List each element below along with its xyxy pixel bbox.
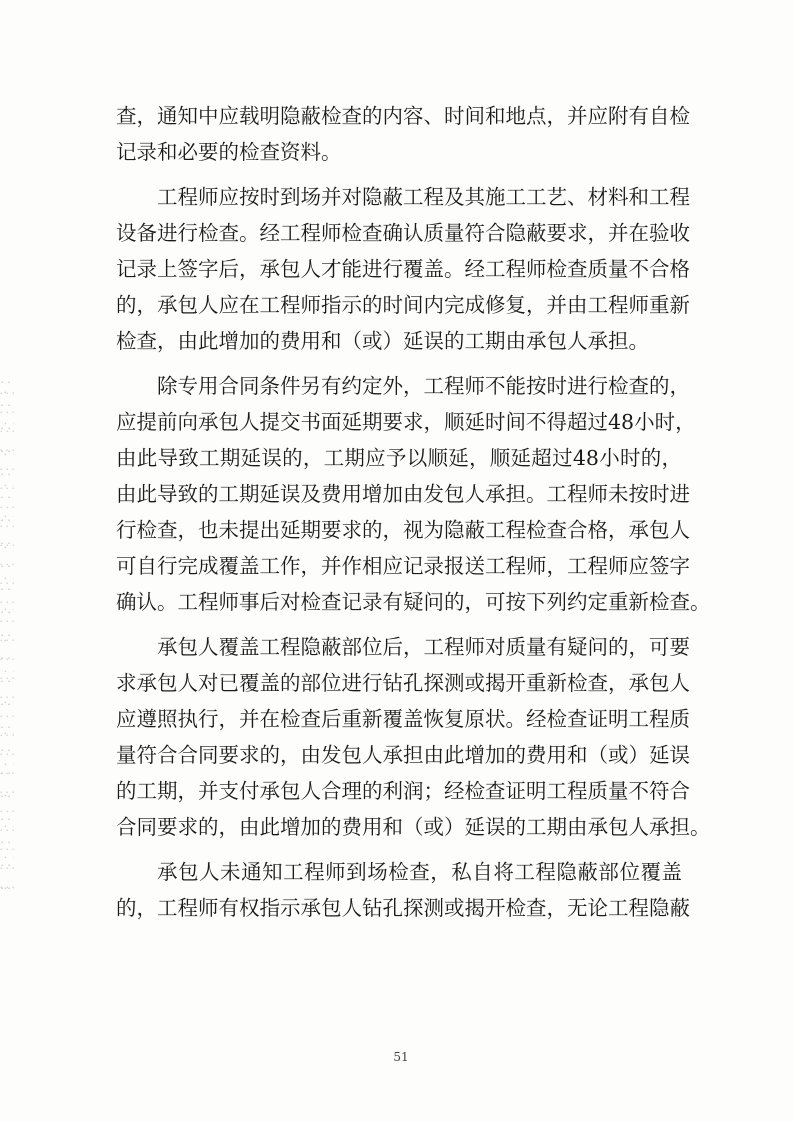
scan-artifact bbox=[0, 380, 14, 900]
text-line: 的工期，并支付承包人合理的利润；经检查证明工程质量不符合 bbox=[116, 779, 690, 803]
text-line: 设备进行检查。经工程师检查确认质量符合隐蔽要求，并在验收 bbox=[116, 221, 690, 245]
text-line: 求承包人对已覆盖的部位进行钻孔探测或揭开重新检查，承包人 bbox=[116, 671, 690, 695]
page-number: 51 bbox=[393, 1050, 409, 1064]
text-line: 工程师应按时到场并对隐蔽工程及其施工工艺、材料和工程 bbox=[157, 185, 690, 209]
text-line: 由此导致工期延误的，工期应予以顺延，顺延超过48小时的， bbox=[116, 446, 682, 470]
text-line: 承包人未通知工程师到场检查，私自将工程隐蔽部位覆盖 bbox=[157, 860, 682, 884]
text-line: 除专用合同条件另有约定外，工程师不能按时进行检查的， bbox=[157, 374, 690, 398]
text-line: 查，通知中应载明隐蔽检查的内容、时间和地点，并应附有自检 bbox=[116, 104, 690, 128]
text-line: 行检查，也未提出延期要求的，视为隐蔽工程检查合格，承包人 bbox=[116, 518, 690, 542]
text-line: 记录和必要的检查资料。 bbox=[116, 140, 342, 164]
text-line: 应提前向承包人提交书面延期要求，顺延时间不得超过48小时， bbox=[116, 410, 696, 434]
text-line: 承包人覆盖工程隐蔽部位后，工程师对质量有疑问的，可要 bbox=[157, 635, 690, 659]
text-line: 合同要求的，由此增加的费用和（或）延误的工期由承包人承担。 bbox=[116, 815, 711, 839]
text-line: 量符合合同要求的，由发包人承担由此增加的费用和（或）延误 bbox=[116, 743, 690, 767]
text-line: 应遵照执行，并在检查后重新覆盖恢复原状。经检查证明工程质 bbox=[116, 707, 690, 731]
text-line: 由此导致的工期延误及费用增加由发包人承担。工程师未按时进 bbox=[116, 482, 690, 506]
body-text bbox=[116, 98, 711, 926]
text-line: 的，承包人应在工程师指示的时间内完成修复，并由工程师重新 bbox=[116, 293, 690, 317]
text-line: 记录上签字后，承包人才能进行覆盖。经工程师检查质量不合格 bbox=[116, 257, 690, 281]
text-line: 检查，由此增加的费用和（或）延误的工期由承包人承担。 bbox=[116, 329, 649, 353]
text-line: 可自行完成覆盖工作，并作相应记录报送工程师，工程师应签字 bbox=[116, 554, 690, 578]
text-line: 确认。工程师事后对检查记录有疑问的，可按下列约定重新检查。 bbox=[116, 590, 711, 614]
text-line: 的，工程师有权指示承包人钻孔探测或揭开检查，无论工程隐蔽 bbox=[116, 896, 690, 920]
